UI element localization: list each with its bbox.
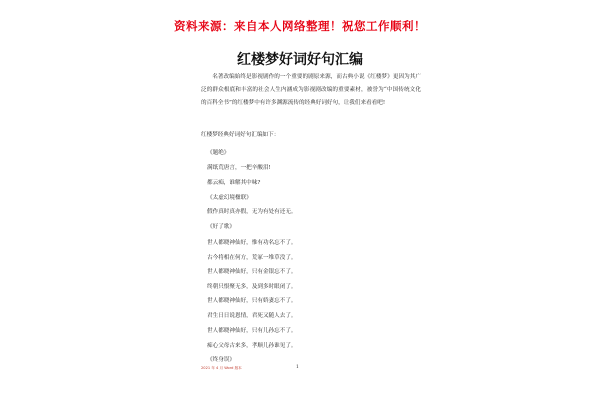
document-title: 红楼梦好词好句汇编 [237,52,363,68]
poem-title: 《好了歌》 [207,224,235,230]
poem-line: 君生日日说恩情，君死又随人去了。 [207,313,297,319]
poem-line: 终朝只恨聚无多，及到多时眼闭了。 [207,284,297,290]
poem-title: 《题绝》 [207,150,230,156]
poem-line: 世人都晓神仙好，惟有功名忘不了。 [207,240,297,246]
poem-line: 假作真时真亦假，无为有处有还无。 [207,209,297,215]
intro-paragraph [201,71,421,110]
page-number: 1 [296,365,299,370]
poem-line: 都云痴，谁解其中味? [207,180,261,186]
poem-line: 世人都晓神仙好，只有金银忘不了。 [207,269,297,275]
section-heading: 红楼梦经典好词好句汇编如下： [201,132,280,138]
intro-text: 名著改编始终是影视剧作的一个重要的剧原来源，而古典小说《红楼梦》更因为其广泛的群众根底和丰富的社会人生内涵成为影视剧改编的重要素材，被誉为“中国传统文化的百科全书”的红楼梦中有许多渊源流传的经典好词好句，让我们来看看吧! [201,74,421,106]
poem-line: 满纸荒唐言，一把辛酸泪! [207,165,271,171]
poem-line: 世人都晓神仙好，只有儿孙忘不了。 [207,328,297,334]
source-banner: 资料来源：来自本人网络整理！祝您工作顺利！ [174,19,426,33]
poem-title: 《太虚幻境楹联》 [207,195,252,201]
poem-title: 《终身误》 [207,357,235,363]
poem-line: 古今将相在何方，荒冢一堆草没了。 [207,255,297,261]
poem-line: 痴心父母古来多，孝顺儿孙谁见了。 [207,343,297,349]
poem-line: 世人都晓神仙好，只有娇妻忘不了。 [207,298,297,304]
footer-date: 2021 年 4 月 Word 版本 [201,366,242,370]
